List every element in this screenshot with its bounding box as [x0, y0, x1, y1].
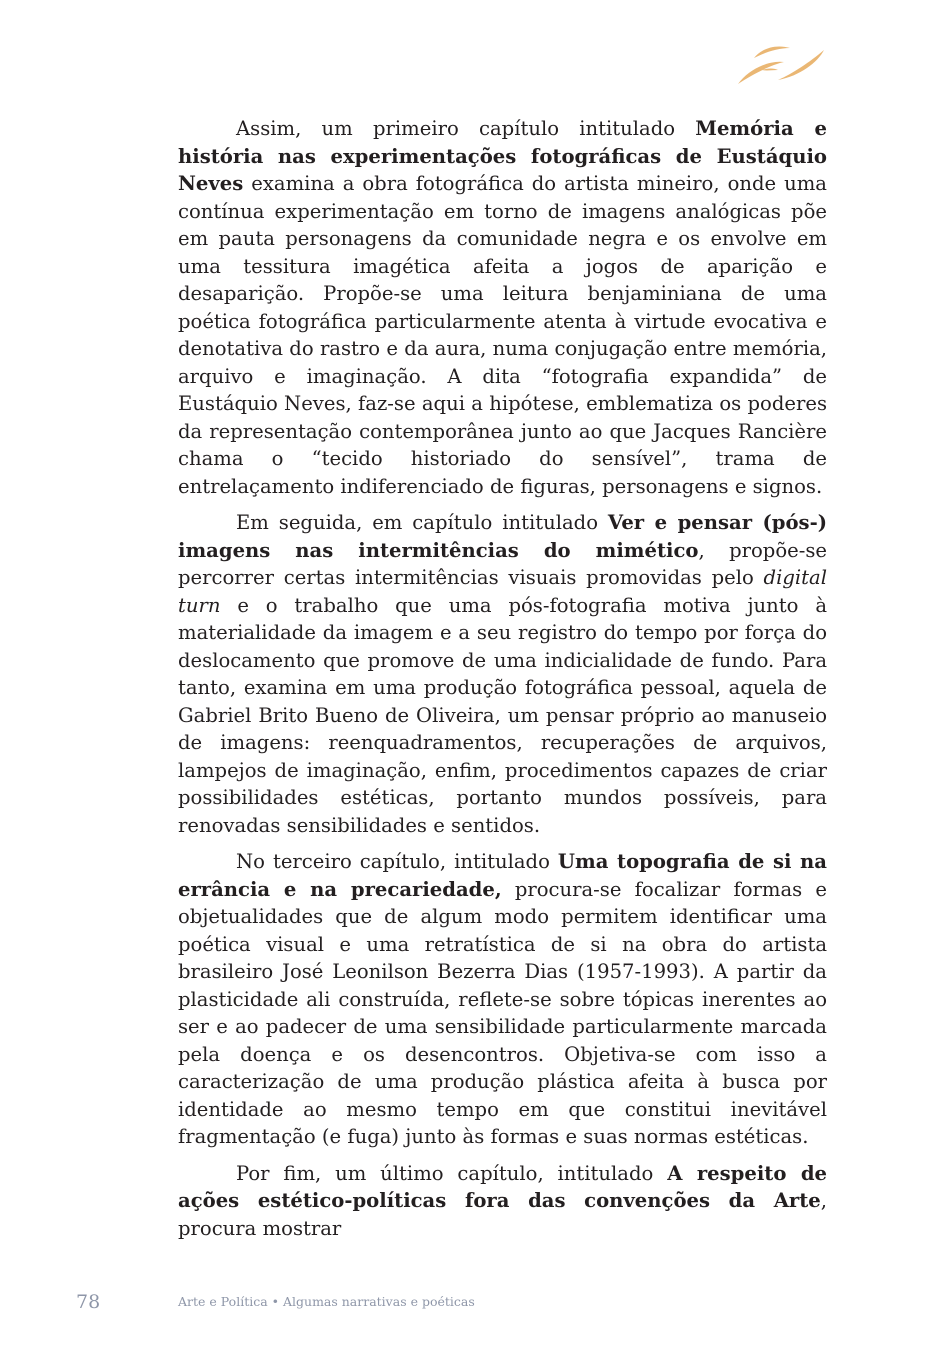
- paragraph-text: , propõe-se percorrer certas intermitências visuais promovidas pelo: [178, 538, 827, 589]
- body-paragraph: [178, 1160, 827, 1243]
- paragraph-text: Em seguida, em capítulo intitulado: [236, 511, 608, 534]
- chapter-title: Memória e história nas experimentações fotográficas de Eustáquio Neves: [178, 117, 827, 195]
- page-number: 78: [76, 1291, 101, 1313]
- body-paragraph: [178, 115, 827, 500]
- paragraph-text: No terceiro capítulo, intitulado: [236, 850, 558, 873]
- paragraph-text: , procura mostrar: [178, 1189, 827, 1240]
- chapter-title: A respeito de ações estético-políticas fora das convenções da Arte: [178, 1161, 827, 1212]
- italic-term: digital turn: [178, 566, 827, 617]
- main-text: [178, 115, 827, 1251]
- running-title: Arte e Política • Algumas narrativas e poéticas: [178, 1294, 475, 1309]
- flying-birds-icon: [734, 40, 826, 86]
- paragraph-text: Por fim, um último capítulo, intitulado: [236, 1161, 668, 1185]
- body-paragraph: [178, 509, 827, 839]
- chapter-title: Uma topografia de si na errância e na precariedade,: [178, 850, 827, 901]
- paragraph-text: Assim, um primeiro capítulo intitulado: [236, 117, 696, 140]
- paragraph-text: e o trabalho que uma pós-fotografia motiva junto à materialidade da imagem e a seu registro do tempo por força do deslocamento que promove de uma indicialidade de fundo. Para tanto, examina em uma produção fotográfica pessoal, aquela de Gabriel Brito Bueno de Oliveira, um pensar próprio ao manuseio de imagens: reenquadramentos, recuperações de arquivos, lampejos de imaginação, enfim, procedimentos capazes de criar possibilidades estéticas, portanto mundos possíveis, para renovadas sensibilidades e sentidos.: [178, 593, 827, 837]
- page-footer: [0, 1290, 945, 1314]
- chapter-title: Ver e pensar (pós-) imagens nas intermitências do mimético: [178, 511, 827, 562]
- paragraph-text: procura-se focalizar formas e objetualidades que de algum modo permitem identificar uma poética visual e uma retratística de si na obra do artista brasileiro José Leonilson Bezerra Dias (1957-1993). A partir da plasticidade ali construída, reflete-se sobre tópicas inerentes ao ser e ao padecer de uma sensibilidade particularmente marcada pela doença e os desencontros. Objetiva-se com isso a caracterização de uma produção plástica afeita à busca por identidade ao mesmo tempo em que constitui inevitável fragmentação (e fuga) junto às formas e suas normas estéticas.: [178, 877, 827, 1148]
- body-paragraph: [178, 848, 827, 1151]
- paragraph-text: examina a obra fotográfica do artista mineiro, onde uma contínua experimentação em torno de imagens analógicas põe em pauta personagens da comunidade negra e os envolve em uma tessitura imagética afeita a jogos de aparição e desaparição. Propõe-se uma leitura benjaminiana de uma poética fotográfica particularmente atenta à virtude evocativa e denotativa do rastro e da aura, numa conjugação entre memória, arquivo e imaginação. A dita “fotografia expandida” de Eustáquio Neves, faz-se aqui a hipótese, emblematiza os poderes da representação contemporânea junto ao que Jacques Rancière chama o “tecido historiado do sensível”, trama de entrelaçamento indiferenciado de figuras, personagens e signos.: [178, 172, 827, 498]
